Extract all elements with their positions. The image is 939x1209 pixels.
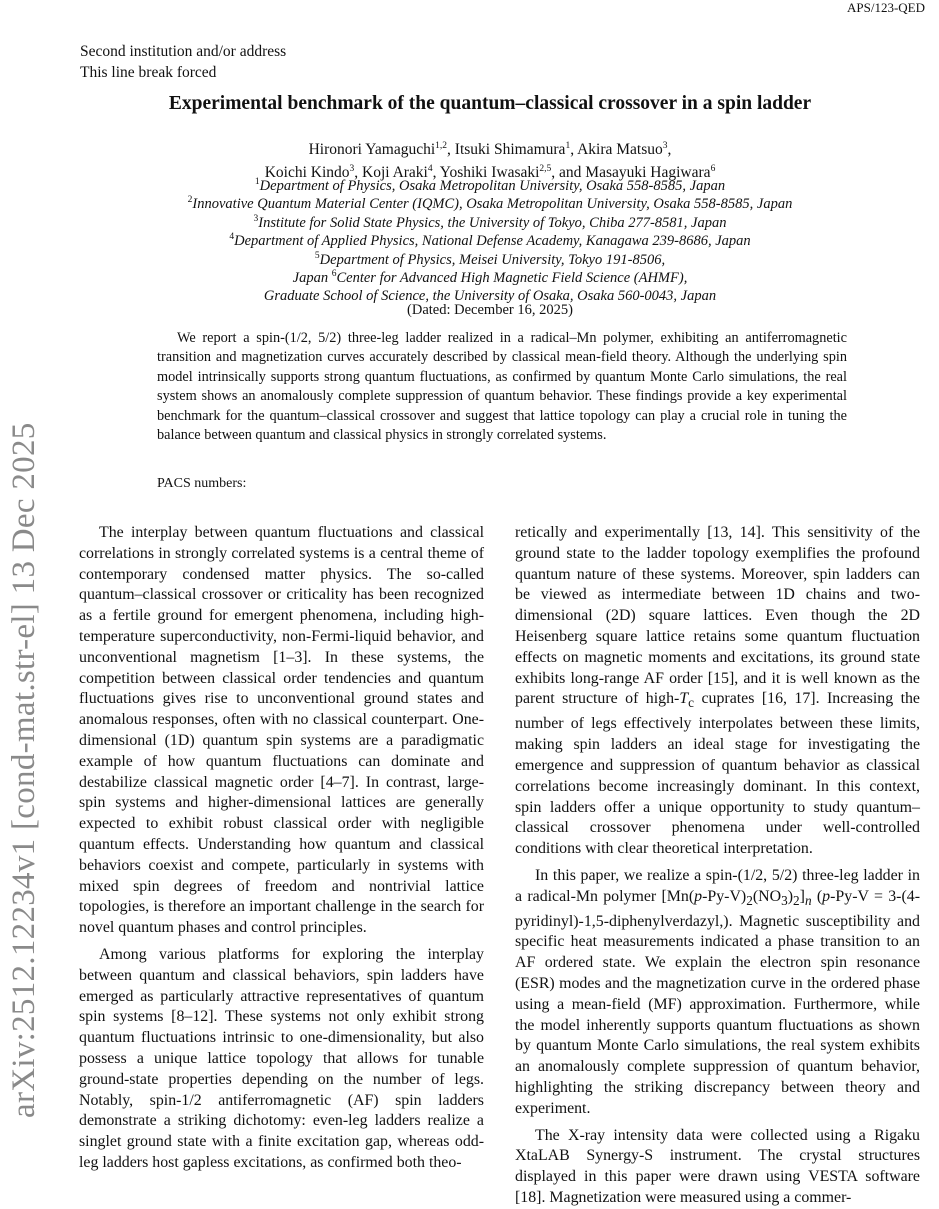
arxiv-side-label: arXiv:2512.12234v1 [cond-mat.str-el] 13 Dec 2025 (6, 422, 42, 1118)
author-sep: , (667, 141, 672, 158)
author-affil: 3 (349, 164, 355, 174)
affil-number: 2 (187, 195, 193, 206)
right-column (515, 523, 920, 1209)
text-run: retically and experimentally [13, 14]. This sensitivity of the ground state to the ladder topology exemplifies the profound quantum nature of these systems. Moreover, spin ladders can be viewed as intermediate between 1D chains and two-dimensional (2D) square lattices. Even though the 2D Heisenberg square lattice retains some quantum fluctuation effects on magnetic moments and excitations, its ground state exhibits long-range AF order [15], and it is well known as the parent structure of high- (515, 524, 920, 708)
author-affil: 1 (565, 141, 571, 151)
affiliation (60, 214, 920, 232)
author-affil: 1,2 (435, 141, 448, 151)
author: Koichi Kindo (264, 164, 350, 181)
math-symbol: p (822, 887, 831, 905)
affil-text: Institute for Solid State Physics, the University of Tokyo, Chiba 277-8581, Japan (258, 214, 727, 231)
author: , Yoshiki Iwasaki (432, 164, 540, 181)
affil-number: 4 (229, 232, 235, 243)
affil-text: Japan (292, 270, 332, 287)
text-run: ( (811, 887, 823, 905)
author-affil: 6 (710, 164, 716, 174)
affiliation-list (60, 177, 920, 306)
affiliation (60, 251, 920, 269)
affil-number: 5 (314, 250, 320, 261)
affil-number: 6 (331, 269, 337, 280)
author: , and Masayuki Hagiwara (551, 164, 711, 181)
paragraph: The X-ray intensity data were collected using a Rigaku XtaLAB Synergy-S instrument. The crystal structures displayed in this paper were drawn using VESTA software [18]. Magnetization were measured using a commer- (515, 1126, 920, 1207)
formula-subscript: 2 (793, 892, 800, 908)
affil-text: Department of Physics, Meisei University, Tokyo 191-8506, (319, 251, 666, 268)
left-column (79, 523, 484, 1174)
pacs-numbers: PACS numbers: (157, 476, 247, 491)
text-run: -Py-V) (702, 887, 747, 905)
institution-line-2: This line break forced (80, 64, 217, 81)
author: , Akira Matsuo (570, 141, 663, 158)
affiliation (60, 177, 920, 195)
text-run: In this paper, we realize a spin-(1/2, 5/2) three-leg ladder in a radical-Mn polymer [Mn( (515, 866, 920, 905)
text-run: (NO (752, 887, 782, 905)
affil-text: Department of Applied Physics, National Defense Academy, Kanagawa 239-8686, Japan (234, 233, 751, 250)
author-line-1 (60, 138, 920, 161)
author-affil: 4 (427, 164, 433, 174)
text-run: ) (787, 887, 794, 905)
author-affil: 3 (662, 141, 668, 151)
author: , Koji Araki (354, 164, 428, 181)
math-symbol: p (694, 887, 703, 905)
formula-subscript: n (804, 892, 812, 908)
institution-line-1: Second institution and/or address (80, 43, 287, 60)
paper-title: Experimental benchmark of the quantum–classical crossover in a spin ladder (168, 93, 812, 114)
affiliation (60, 195, 920, 213)
affil-number: 1 (254, 177, 260, 187)
author: , Itsuki Shimamura (447, 141, 566, 158)
affil-text: Center for Advanced High Magnetic Field Science (AHMF), (336, 270, 688, 287)
dated-line: (Dated: December 16, 2025) (407, 302, 573, 318)
math-symbol: T (679, 690, 689, 708)
affil-number: 3 (253, 213, 259, 224)
institution-block (80, 41, 286, 83)
paragraph (515, 523, 920, 860)
affiliation (60, 232, 920, 250)
abstract: We report a spin-(1/2, 5/2) three-leg ladder realized in a radical–Mn polymer, exhibiting an antiferromagnetic transition and magnetization curves accurately described by classical mean-field theory. Although the underlying spin model intrinsically supports strong quantum fluctuations, as confirmed by quantum Monte Carlo simulations, the real system shows an anomalously complete suppression of quantum behavior. These findings provide a key experimental benchmark for the quantum–classical crossover and suggest that lattice topology can play a crucial role in tuning the balance between quantum and classical physics in strongly correlated systems. (157, 330, 847, 444)
formula-subscript: 3 (781, 892, 788, 908)
affil-text: Graduate School of Science, the University of Osaka, Osaka 560-0043, Japan (263, 288, 717, 305)
paragraph: The interplay between quantum fluctuations and classical correlations in strongly correlated systems is a central theme of contemporary condensed matter physics. The so-called quantum–classical crossover or criticality has been recognized as a fertile ground for emergent phenomena, including high-temperature superconductivity, non-Fermi-liquid behavior, and unconventional magnetism [1–3]. In these systems, the competition between classical order tendencies and quantum fluctuations gives rise to unconventional ground states and anomalous responses, often with no classical counterpart. One-dimensional (1D) quantum spin systems are a paradigmatic example of how quantum fluctuations can dominate and destabilize classical magnetic order [4–7]. In contrast, large-spin systems and higher-dimensional lattices are generally expected to exhibit robust classical order with negligible quantum effects. Understanding how quantum and classical behaviors coexist and compete, particularly in systems with mixed spin degrees of freedom and nontrivial lattice topologies, is therefore an important challenge in the search for novel quantum phases and control principles. (79, 524, 484, 937)
paragraph: Among various platforms for exploring the interplay between quantum and classical behaviors, spin ladders have emerged as particularly attractive representatives of quantum spin systems [8–12]. These systems not only exhibit strong quantum fluctuations intrinsic to one-dimensionality, but also possess a unique lattice topology that allows for tunable ground-state properties depending on the number of legs. Notably, spin-1/2 antiferromagnetic (AF) spin ladders demonstrate a striking dichotomy: even-leg ladders realize a singlet ground state with a finite excitation gap, whereas odd-leg ladders host gapless excitations, as confirmed both theo- (79, 945, 484, 1171)
text-run: -Py-V = 3-(4-pyridinyl)-1,5-diphenylverdazyl,). Magnetic susceptibility and specific heat measurements indicated a phase transition to an AF ordered state. We explain the electron spin resonance (ESR) modes and the magnetization curve in the ordered phase using a mean-field (MF) approximation. Furthermore, while the model inherently supports quantum fluctuations as shown by quantum Monte Carlo simulations, the real system exhibits an anomalously complete suppression of quantum behavior, highlighting the striking discrepancy between theory and experiment. (515, 887, 920, 1117)
affil-text: Department of Physics, Osaka Metropolitan University, Osaka 558-8585, Japan (259, 178, 726, 194)
text-run: ] (799, 887, 805, 905)
author: Hironori Yamaguchi (308, 141, 436, 158)
paragraph (515, 866, 920, 1120)
math-subscript: c (688, 695, 695, 711)
report-code: APS/123-QED (846, 0, 925, 15)
text-run: cuprates [16, 17]. Increasing the number of legs effectively interpolates between these limits, making spin ladders an ideal stage for investigating the emergence and suppression of quantum behavior as classical correlations become increasingly dominant. In this context, spin ladders offer a unique opportunity to study quantum–classical crossover phenomena under well-controlled conditions with clear theoretical interpretation. (515, 690, 920, 858)
author-affil: 2,5 (539, 164, 552, 174)
affiliation (60, 269, 920, 287)
affil-text: Innovative Quantum Material Center (IQMC), Osaka Metropolitan University, Osaka 558-8585, Japan (192, 196, 793, 213)
formula-subscript: 2 (746, 892, 753, 908)
